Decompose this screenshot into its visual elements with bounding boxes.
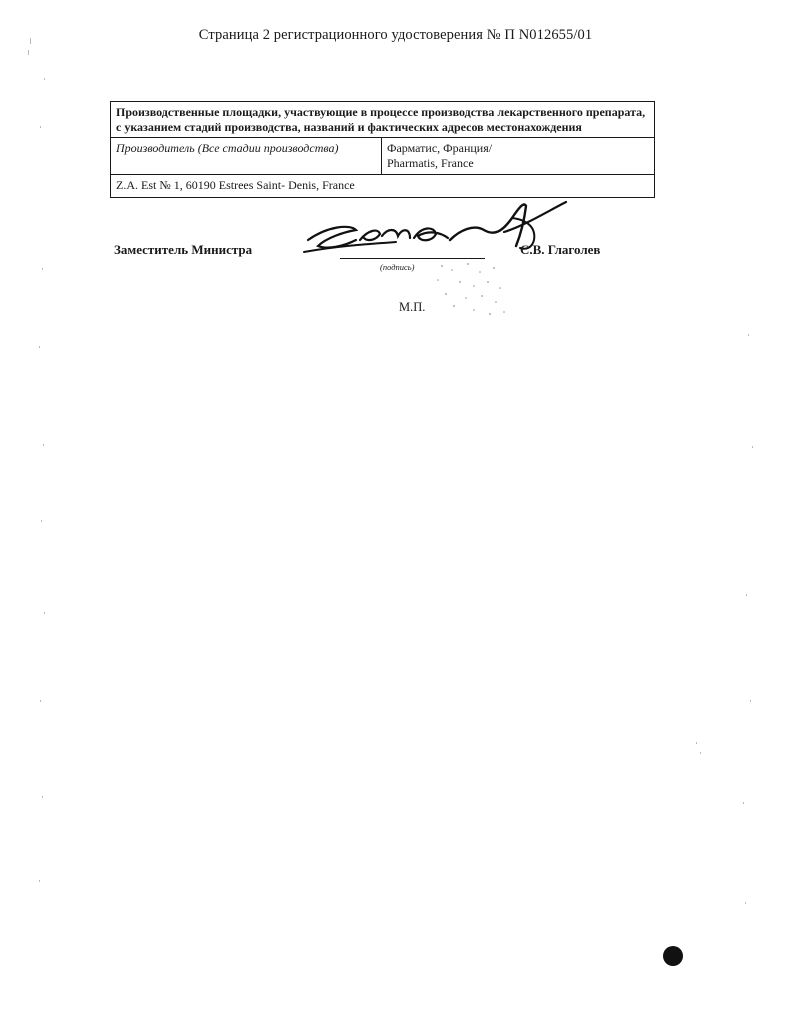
table-row xyxy=(111,138,654,175)
signature-caption: (подпись) xyxy=(380,262,415,272)
producer-label: Производитель (Все стадии производства) xyxy=(111,138,382,174)
stamp-label: М.П. xyxy=(399,300,426,314)
stamp-imprint xyxy=(430,258,510,320)
producer-name-ru: Фарматис, Франция/ xyxy=(387,141,493,155)
hole-punch-mark xyxy=(663,946,683,966)
producer-address: Z.A. Est № 1, 60190 Estrees Saint- Denis, France xyxy=(116,178,355,192)
producer-name-en: Pharmatis, France xyxy=(387,156,474,170)
page-header: Страница 2 регистрационного удостоверения № П N012655/01 xyxy=(198,27,593,43)
table-heading: Производственные площадки, участвующие в процессе производства лекарственного препарата, с указанием стадий производства, названий и фактических адресов местонахождения xyxy=(111,102,654,138)
production-sites-table xyxy=(110,101,655,198)
producer-name-cell xyxy=(382,138,654,174)
signatory-name: С.В. Глаголев xyxy=(520,242,601,257)
signatory-role: Заместитель Министра xyxy=(114,242,253,257)
